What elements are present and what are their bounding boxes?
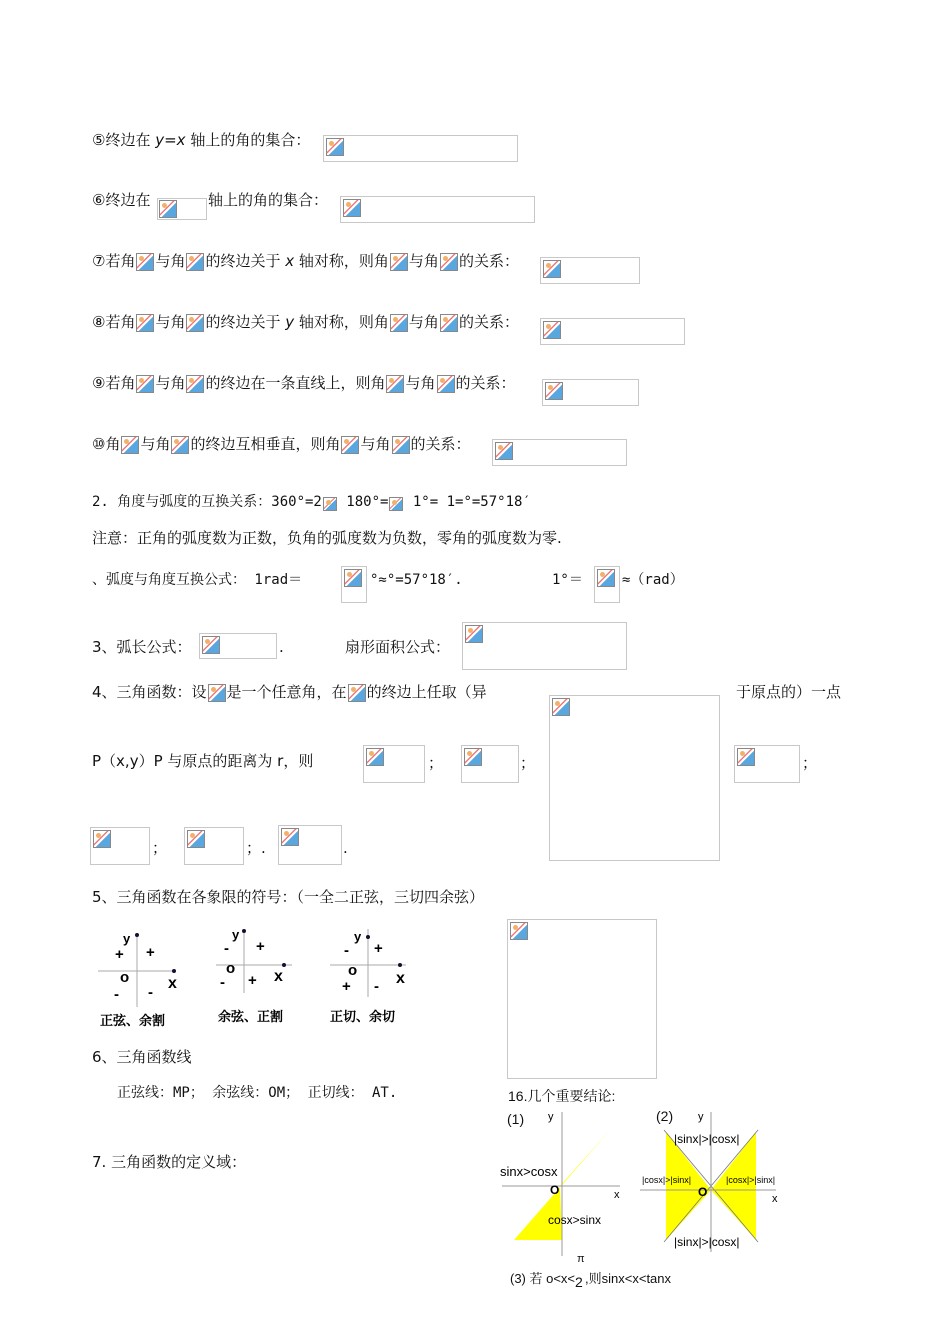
formula-image-7 [540, 257, 640, 284]
image-icon [543, 260, 561, 278]
quadrant-sign-diagrams [90, 925, 430, 1035]
formula-image [157, 198, 207, 220]
svg-text:-: - [148, 984, 153, 1001]
conversion-formula: 、弧度与角度互换公式： 1rad＝ [92, 572, 303, 588]
svg-text:-: - [374, 978, 379, 995]
svg-text:正切、余切: 正切、余切 [330, 1009, 396, 1024]
image-icon [389, 497, 403, 511]
image-icon [437, 375, 455, 393]
svg-text:+: + [146, 944, 155, 961]
svg-text:-: - [220, 974, 225, 991]
conclusion-3: (3) 若 o<x< π 2 ,则sinx<x<tanx [510, 1253, 672, 1290]
line-5: ⑤终边在 y=x 轴上的角的集合： [92, 131, 311, 149]
csc-definition-image [278, 825, 342, 865]
image-icon [171, 436, 189, 454]
line-8: ⑧若角 与角 的终边关于 y 轴对称，则角 与角 的关系： [92, 313, 519, 331]
svg-text:y: y [548, 1111, 554, 1123]
conversion-formula-c: 1°＝ [552, 572, 583, 588]
image-icon [136, 375, 154, 393]
image-icon [187, 830, 205, 848]
image-icon [440, 314, 458, 332]
formula-image [594, 566, 620, 603]
svg-text:cosx>sinx: cosx>sinx [548, 1213, 602, 1227]
line-9: ⑨若角 与角 的终边在一条直线上，则角 与角 的关系： [92, 374, 516, 392]
section-2: 2. 角度与弧度的互换关系：360°=2 180°= 1°= 1=°=57°18′ [92, 494, 531, 510]
svg-text:o: o [120, 969, 130, 986]
arc-length-formula-image [199, 633, 277, 659]
svg-text:y: y [698, 1111, 704, 1123]
svg-text:o: o [348, 962, 358, 979]
note-line: 注意：正角的弧度数为正数，负角的弧度数为负数，零角的弧度数为零. [92, 529, 562, 547]
image-icon [281, 828, 299, 846]
svg-text:|sinx|>|cosx|: |sinx|>|cosx| [674, 1132, 740, 1146]
svg-text:x: x [168, 975, 177, 992]
unit-circle-figure-image [549, 695, 720, 861]
sector-area-label: 扇形面积公式： [345, 638, 451, 656]
svg-text:x: x [772, 1193, 778, 1205]
section-6: 6、三角函数线 [92, 1048, 192, 1066]
image-icon [366, 748, 384, 766]
tan-definition-image [734, 745, 800, 783]
image-icon [323, 497, 337, 511]
svg-text:y: y [354, 929, 362, 944]
section-7: 7. 三角函数的定义域： [92, 1153, 247, 1171]
image-icon [341, 436, 359, 454]
section-4-point: P（x,y）P 与原点的距离为 r，则 [92, 752, 314, 770]
image-icon [386, 375, 404, 393]
image-icon [510, 922, 528, 940]
cos-definition-image [461, 745, 519, 783]
svg-text:-: - [224, 940, 229, 957]
section-4: 4、三角函数：设 是一个任意角，在 的终边上任取（异 [92, 683, 487, 701]
image-icon [465, 625, 483, 643]
svg-text:y: y [232, 927, 240, 942]
conversion-formula-d: ≈（rad） [622, 572, 684, 588]
image-icon [464, 748, 482, 766]
svg-text:y: y [123, 931, 131, 946]
section-3: 3、弧长公式： [92, 638, 192, 656]
sector-area-formula-image [462, 622, 627, 670]
line-6-rest: 轴上的角的集合： [208, 191, 329, 209]
period: . [279, 638, 284, 656]
svg-text:+: + [115, 946, 124, 963]
conclusion-1-diagram [498, 1106, 628, 1266]
image-icon [545, 382, 563, 400]
image-icon [186, 375, 204, 393]
trig-lines-figure-image [507, 919, 657, 1079]
svg-text:O: O [698, 1185, 708, 1199]
svg-text:+: + [248, 972, 257, 989]
image-icon [208, 684, 226, 702]
image-icon [543, 321, 561, 339]
separator: ； [520, 754, 536, 772]
separator: ；. [246, 839, 266, 857]
section-16: 16.几个重要结论: [508, 1088, 616, 1104]
formula-image-10 [492, 439, 627, 466]
image-icon [186, 314, 204, 332]
svg-text:|sinx|>|cosx|: |sinx|>|cosx| [674, 1235, 740, 1249]
image-icon [344, 569, 362, 587]
image-icon [552, 698, 570, 716]
image-icon [392, 436, 410, 454]
image-icon [93, 830, 111, 848]
separator: ； [802, 754, 818, 772]
image-icon [202, 636, 220, 654]
conclusion-2-diagram [636, 1106, 786, 1256]
line-6: ⑥终边在 [92, 191, 151, 209]
separator: ； [152, 839, 168, 857]
svg-text:+: + [256, 938, 265, 955]
formula-image-9 [542, 379, 639, 406]
formula-image-8 [540, 318, 685, 345]
section-5: 5、三角函数在各象限的符号：（一全二正弦，三切四余弦） [92, 888, 485, 906]
formula-image-5 [323, 135, 518, 162]
formula-image-6 [340, 196, 535, 223]
sec-definition-image [184, 827, 244, 865]
quadrant-diagram-sin [98, 931, 177, 1028]
sin-definition-image [363, 745, 425, 783]
conclusion-2-number: (2) [656, 1108, 674, 1124]
image-icon [390, 253, 408, 271]
image-icon [136, 253, 154, 271]
period: . [343, 839, 348, 857]
svg-text:x: x [614, 1189, 620, 1201]
conversion-formula-b: °≈°=57°18′. [370, 572, 463, 588]
svg-text:|cosx|>|sinx|: |cosx|>|sinx| [642, 1175, 692, 1185]
svg-text:-: - [344, 942, 349, 959]
svg-text:正弦、余割: 正弦、余割 [100, 1013, 166, 1028]
svg-text:+: + [342, 978, 351, 995]
image-icon [348, 684, 366, 702]
quadrant-diagram-tan [330, 929, 406, 1024]
image-icon [136, 314, 154, 332]
image-icon [597, 569, 615, 587]
svg-text:O: O [550, 1183, 560, 1197]
image-icon [440, 253, 458, 271]
image-icon [159, 200, 177, 218]
trig-lines-names: 正弦线：MP； 余弦线：OM； 正切线： AT. [117, 1085, 398, 1101]
image-icon [343, 199, 361, 217]
formula-image [341, 566, 367, 603]
image-icon [121, 436, 139, 454]
image-icon [495, 442, 513, 460]
svg-text:x: x [396, 970, 405, 987]
svg-text:x: x [274, 968, 283, 985]
image-icon [737, 748, 755, 766]
image-icon [186, 253, 204, 271]
line-7: ⑦若角 与角 的终边关于 x 轴对称，则角 与角 的关系： [92, 252, 519, 270]
region-fill [711, 1132, 756, 1240]
svg-text:sinx>cosx: sinx>cosx [500, 1164, 558, 1179]
line-10: ⑩角 与角 的终边互相垂直，则角 与角 的关系： [92, 435, 471, 453]
svg-text:o: o [226, 960, 236, 977]
svg-text:余弦、正割: 余弦、正割 [218, 1009, 284, 1024]
svg-text:|cosx|>|sinx|: |cosx|>|sinx| [726, 1175, 776, 1185]
separator: ； [428, 754, 444, 772]
cot-definition-image [90, 827, 150, 865]
svg-text:-: - [114, 986, 119, 1003]
image-icon [326, 138, 344, 156]
section-4-end: 于原点的）一点 [736, 683, 842, 701]
svg-text:+: + [374, 940, 383, 957]
conclusion-1-number: (1) [507, 1111, 525, 1127]
image-icon [390, 314, 408, 332]
quadrant-diagram-cos [216, 927, 292, 1024]
